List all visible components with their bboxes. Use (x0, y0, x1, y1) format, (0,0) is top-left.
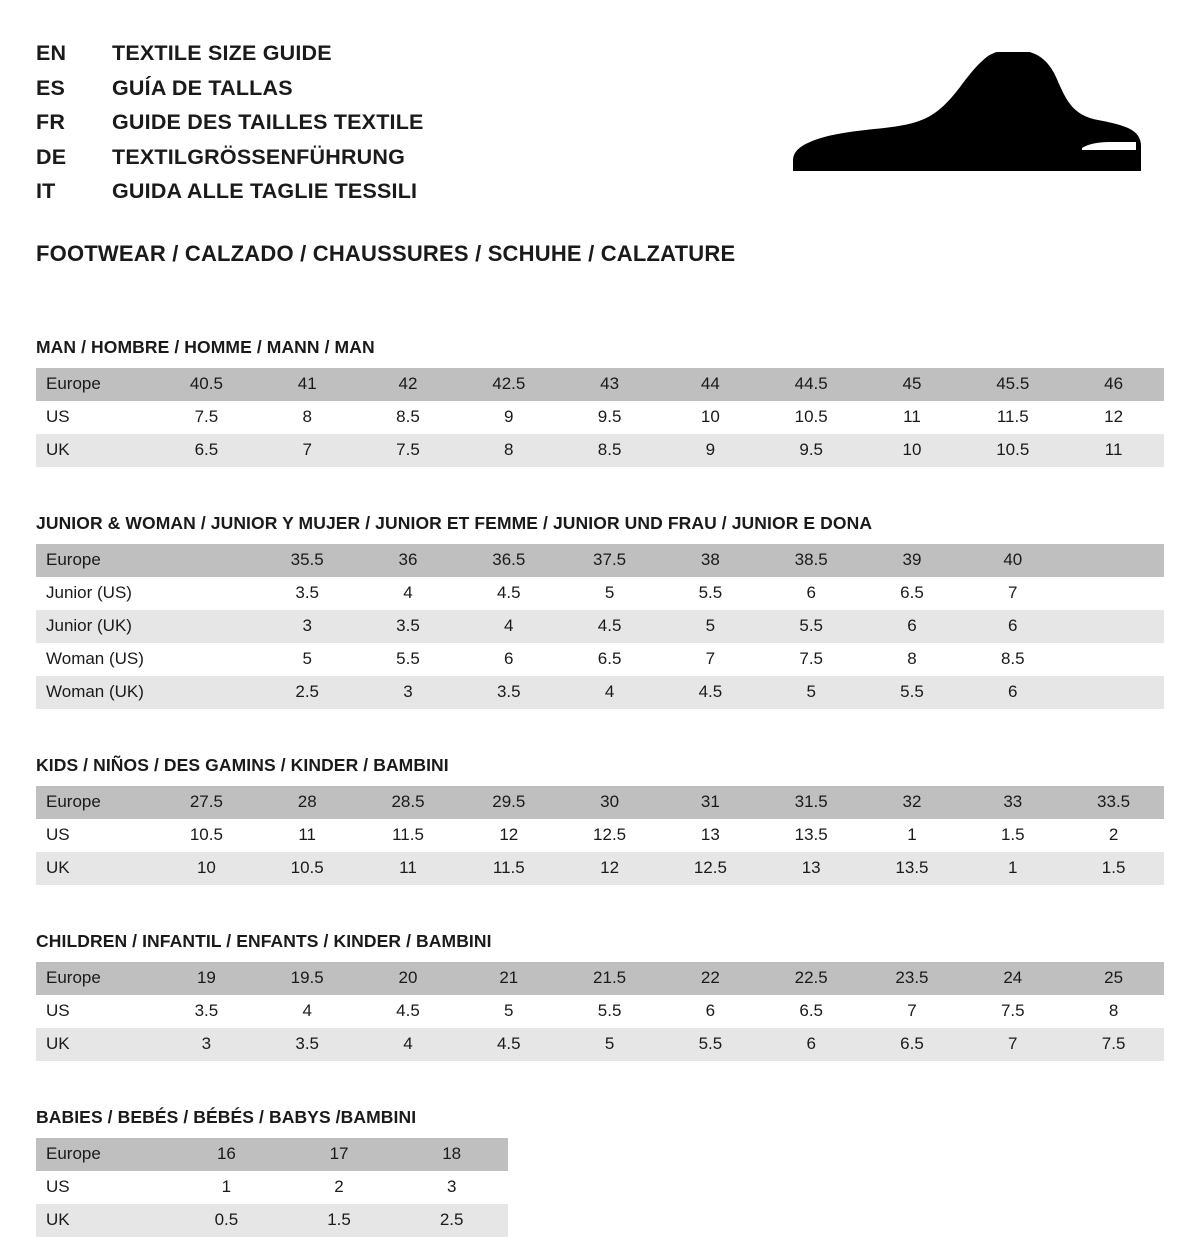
cell: 3.5 (156, 995, 257, 1028)
cell: 19.5 (257, 962, 358, 995)
cell: 33 (962, 786, 1063, 819)
cell: 10 (660, 401, 761, 434)
cell (156, 643, 257, 676)
cell: 20 (358, 962, 459, 995)
cell (1063, 643, 1164, 676)
cell: 11.5 (458, 852, 559, 885)
cell: 16 (170, 1138, 283, 1171)
cell: 10.5 (257, 852, 358, 885)
language-title: GUIDA ALLE TAGLIE TESSILI (112, 179, 418, 204)
cell: 42.5 (458, 368, 559, 401)
section-title: JUNIOR & WOMAN / JUNIOR Y MUJER / JUNIOR ET FEMME / JUNIOR UND FRAU / JUNIOR E DONA (36, 512, 873, 533)
cell: 13 (761, 852, 862, 885)
cell: 4.5 (358, 995, 459, 1028)
cell: 4 (458, 610, 559, 643)
cell: 13.5 (862, 852, 963, 885)
cell: 2 (1063, 819, 1164, 852)
cell: 5.5 (358, 643, 459, 676)
cell: 37.5 (559, 544, 660, 577)
language-code: EN (36, 41, 67, 65)
cell: 7.5 (1063, 1028, 1164, 1061)
table-row (36, 643, 1164, 676)
cell: 4 (358, 577, 459, 610)
cell: 45 (862, 368, 963, 401)
cell (1063, 610, 1164, 643)
page-header (36, 34, 1164, 207)
cell: 5.5 (660, 1028, 761, 1061)
cell: 6 (962, 676, 1063, 709)
cell: 6 (862, 610, 963, 643)
size-table-children (36, 962, 1164, 1061)
cell: 8.5 (962, 643, 1063, 676)
cell: 32 (862, 786, 963, 819)
cell: 11 (862, 401, 963, 434)
cell: 12 (1063, 401, 1164, 434)
cell: 38 (660, 544, 761, 577)
cell: 5 (761, 676, 862, 709)
language-title: GUIDE DES TAILLES TEXTILE (112, 110, 424, 135)
cell (1063, 544, 1164, 577)
cell: 45.5 (962, 368, 1063, 401)
cell: 30 (559, 786, 660, 819)
cell: 3.5 (257, 1028, 358, 1061)
cell: 6.5 (559, 643, 660, 676)
cell: 31 (660, 786, 761, 819)
language-title-list (36, 34, 424, 207)
cell: 3.5 (458, 676, 559, 709)
cell: 7.5 (962, 995, 1063, 1028)
cell: 1 (170, 1171, 283, 1204)
cell: 7 (962, 577, 1063, 610)
cell: 9 (458, 401, 559, 434)
cell: 10 (862, 434, 963, 467)
row-label: Europe (36, 1138, 170, 1171)
row-label: UK (36, 434, 156, 467)
footwear-category-title: FOOTWEAR / CALZADO / CHAUSSURES / SCHUHE / CALZATURE (36, 240, 736, 266)
size-table-kids (36, 786, 1164, 885)
cell: 11 (1063, 434, 1164, 467)
cell: 8 (1063, 995, 1164, 1028)
language-row (36, 38, 424, 69)
cell: 0.5 (170, 1204, 283, 1237)
cell: 6.5 (761, 995, 862, 1028)
cell: 4.5 (458, 1028, 559, 1061)
cell: 11 (257, 819, 358, 852)
cell: 13.5 (761, 819, 862, 852)
cell: 7.5 (358, 434, 459, 467)
row-label: US (36, 995, 156, 1028)
cell (156, 577, 257, 610)
cell: 23.5 (862, 962, 963, 995)
cell: 4 (559, 676, 660, 709)
cell: 29.5 (458, 786, 559, 819)
cell: 8 (862, 643, 963, 676)
cell: 6.5 (862, 1028, 963, 1061)
cell: 6.5 (862, 577, 963, 610)
table-row (36, 852, 1164, 885)
language-code: FR (36, 110, 66, 135)
cell: 2.5 (257, 676, 358, 709)
table-row (36, 819, 1164, 852)
cell: 5 (257, 643, 358, 676)
language-row (36, 73, 424, 104)
language-row (36, 107, 424, 138)
cell: 18 (395, 1138, 508, 1171)
cell: 5 (660, 610, 761, 643)
cell: 25 (1063, 962, 1164, 995)
cell: 1 (962, 852, 1063, 885)
cell: 3.5 (257, 577, 358, 610)
cell: 5.5 (761, 610, 862, 643)
cell: 8 (458, 434, 559, 467)
cell: 6 (458, 643, 559, 676)
cell: 12 (559, 852, 660, 885)
cell: 3 (358, 676, 459, 709)
table-row (36, 995, 1164, 1028)
cell: 21.5 (559, 962, 660, 995)
cell: 22.5 (761, 962, 862, 995)
language-code: DE (36, 144, 67, 169)
section-children (36, 931, 1164, 1061)
table-row (36, 676, 1164, 709)
cell: 35.5 (257, 544, 358, 577)
row-label: UK (36, 1204, 170, 1237)
cell: 2.5 (395, 1204, 508, 1237)
table-row (36, 1171, 508, 1204)
cell: 1.5 (1063, 852, 1164, 885)
cell: 5.5 (660, 577, 761, 610)
cell: 10 (156, 852, 257, 885)
cell: 42 (358, 368, 459, 401)
table-row (36, 1028, 1164, 1061)
cell: 12.5 (559, 819, 660, 852)
cell: 6 (761, 1028, 862, 1061)
cell: 5 (559, 1028, 660, 1061)
language-row (36, 142, 424, 173)
language-title: TEXTILE SIZE GUIDE (112, 41, 332, 65)
cell: 8.5 (559, 434, 660, 467)
cell: 43 (559, 368, 660, 401)
cell: 6.5 (156, 434, 257, 467)
size-table-babies (36, 1138, 508, 1237)
cell: 5.5 (862, 676, 963, 709)
cell (156, 610, 257, 643)
section-babies (36, 1107, 1164, 1237)
section-title: CHILDREN / INFANTIL / ENFANTS / KINDER / BAMBINI (36, 930, 492, 951)
language-code: ES (36, 75, 66, 100)
cell: 44 (660, 368, 761, 401)
cell: 46 (1063, 368, 1164, 401)
cell: 9.5 (559, 401, 660, 434)
cell: 10.5 (156, 819, 257, 852)
cell: 5 (559, 577, 660, 610)
section-kids (36, 755, 1164, 885)
cell: 22 (660, 962, 761, 995)
table-row (36, 786, 1164, 819)
cell: 3 (156, 1028, 257, 1061)
table-row (36, 1138, 508, 1171)
cell: 7 (862, 995, 963, 1028)
table-row (36, 544, 1164, 577)
cell: 11.5 (962, 401, 1063, 434)
cell: 13 (660, 819, 761, 852)
row-label: UK (36, 1028, 156, 1061)
cell: 4 (257, 995, 358, 1028)
cell: 1.5 (962, 819, 1063, 852)
cell: 3 (257, 610, 358, 643)
cell: 28.5 (358, 786, 459, 819)
row-label: Europe (36, 544, 156, 577)
cell: 6 (660, 995, 761, 1028)
row-label: US (36, 401, 156, 434)
size-table-junior-woman (36, 544, 1164, 709)
cell: 1 (862, 819, 963, 852)
cell (156, 544, 257, 577)
cell: 5.5 (559, 995, 660, 1028)
cell: 3.5 (358, 610, 459, 643)
section-man (36, 337, 1164, 467)
cell (1063, 676, 1164, 709)
cell (1063, 577, 1164, 610)
section-title: KIDS / NIÑOS / DES GAMINS / KINDER / BAMBINI (36, 754, 449, 775)
cell: 3 (395, 1171, 508, 1204)
cell: 33.5 (1063, 786, 1164, 819)
row-label: Europe (36, 368, 156, 401)
cell: 2 (283, 1171, 396, 1204)
cell: 11.5 (358, 819, 459, 852)
cell: 27.5 (156, 786, 257, 819)
cell: 40 (962, 544, 1063, 577)
cell: 24 (962, 962, 1063, 995)
section-junior-woman (36, 513, 1164, 709)
row-label: Woman (UK) (36, 676, 156, 709)
table-row (36, 962, 1164, 995)
language-code: IT (36, 179, 56, 204)
section-title: MAN / HOMBRE / HOMME / MANN / MAN (36, 336, 375, 357)
cell: 4.5 (458, 577, 559, 610)
size-table-man (36, 368, 1164, 467)
row-label: Europe (36, 962, 156, 995)
cell: 7.5 (761, 643, 862, 676)
table-row (36, 577, 1164, 610)
language-row (36, 176, 424, 207)
cell: 12 (458, 819, 559, 852)
table-row (36, 401, 1164, 434)
row-label: US (36, 1171, 170, 1204)
cell: 12.5 (660, 852, 761, 885)
cell: 44.5 (761, 368, 862, 401)
cell: 4 (358, 1028, 459, 1061)
cell: 9 (660, 434, 761, 467)
row-label: Europe (36, 786, 156, 819)
cell: 4.5 (660, 676, 761, 709)
language-title: GUÍA DE TALLAS (112, 75, 293, 100)
cell: 8.5 (358, 401, 459, 434)
cell: 19 (156, 962, 257, 995)
cell: 7 (257, 434, 358, 467)
cell: 1.5 (283, 1204, 396, 1237)
row-label: Woman (US) (36, 643, 156, 676)
cell: 28 (257, 786, 358, 819)
cell: 7 (962, 1028, 1063, 1061)
cell: 17 (283, 1138, 396, 1171)
cell: 5 (458, 995, 559, 1028)
table-row (36, 610, 1164, 643)
cell: 10.5 (761, 401, 862, 434)
cell: 36.5 (458, 544, 559, 577)
cell: 11 (358, 852, 459, 885)
shoe-illustration (772, 34, 1164, 177)
cell: 36 (358, 544, 459, 577)
row-label: Junior (UK) (36, 610, 156, 643)
cell: 39 (862, 544, 963, 577)
cell: 6 (761, 577, 862, 610)
language-title: TEXTILGRÖSSENFÜHRUNG (112, 144, 406, 169)
cell: 41 (257, 368, 358, 401)
cell: 6 (962, 610, 1063, 643)
cell (156, 676, 257, 709)
cell: 40.5 (156, 368, 257, 401)
cell: 38.5 (761, 544, 862, 577)
cell: 8 (257, 401, 358, 434)
cell: 10.5 (962, 434, 1063, 467)
row-label: US (36, 819, 156, 852)
row-label: UK (36, 852, 156, 885)
table-row (36, 1204, 508, 1237)
table-row (36, 368, 1164, 401)
cell: 4.5 (559, 610, 660, 643)
row-label: Junior (US) (36, 577, 156, 610)
cell: 7.5 (156, 401, 257, 434)
cell: 31.5 (761, 786, 862, 819)
section-title: BABIES / BEBÉS / BÉBÉS / BABYS /BAMBINI (36, 1106, 417, 1127)
cell: 9.5 (761, 434, 862, 467)
cell: 7 (660, 643, 761, 676)
cell: 21 (458, 962, 559, 995)
table-row (36, 434, 1164, 467)
